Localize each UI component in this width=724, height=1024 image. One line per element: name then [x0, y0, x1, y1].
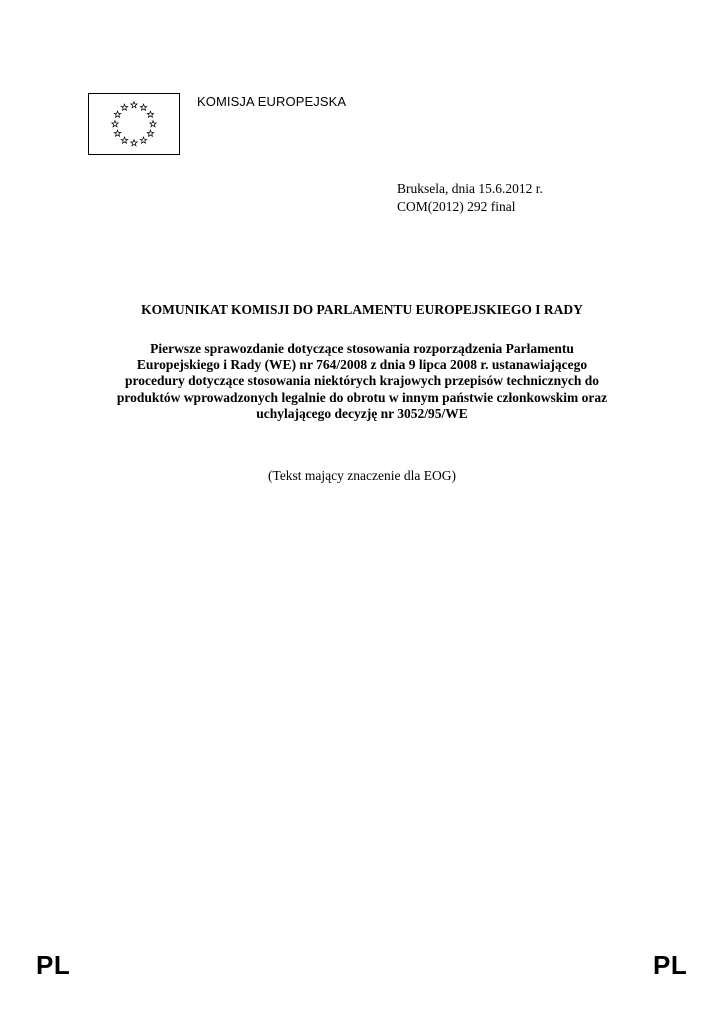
eu-flag-stars-icon: [89, 94, 179, 154]
star-icon: [147, 130, 153, 136]
star-icon: [150, 121, 156, 127]
star-icon: [112, 121, 118, 127]
language-code-left: PL: [36, 950, 71, 980]
document-title: [60, 341, 664, 422]
title-line: Europejskiego i Rady (WE) nr 764/2008 z dnia 9 lipca 2008 r. ustanawiającego: [136, 357, 588, 373]
place-date: Bruksela, dnia 15.6.2012 r.: [397, 181, 543, 196]
star-icon: [131, 102, 137, 108]
title-line: produktów wprowadzonych legalnie do obrotu w innym państwie członkowskim oraz: [116, 389, 608, 405]
title-line: procedury dotyczące stosowania niektórych krajowych przepisów technicznych do: [124, 373, 600, 389]
title-line: Pierwsze sprawozdanie dotyczące stosowania rozporządzenia Parlamentu: [150, 341, 574, 356]
star-icon: [121, 137, 127, 143]
star-icon: [147, 111, 153, 117]
document-type: KOMUNIKAT KOMISJI DO PARLAMENTU EUROPEJSKIEGO I RADY: [141, 302, 583, 317]
reference-number: COM(2012) 292 final: [397, 199, 516, 214]
star-icon: [140, 137, 146, 143]
star-icon: [131, 140, 137, 146]
star-icon: [114, 130, 120, 136]
language-code-right: PL: [653, 950, 688, 980]
title-line: uchylającego decyzję nr 3052/95/WE: [256, 405, 468, 421]
star-icon: [140, 104, 146, 110]
organization-name: KOMISJA EUROPEJSKA: [197, 94, 347, 109]
document-meta: [397, 180, 543, 216]
star-icon: [114, 111, 120, 117]
eea-relevance-note: (Tekst mający znaczenie dla EOG): [268, 468, 456, 483]
eu-logo: [88, 93, 180, 155]
star-icon: [121, 104, 127, 110]
